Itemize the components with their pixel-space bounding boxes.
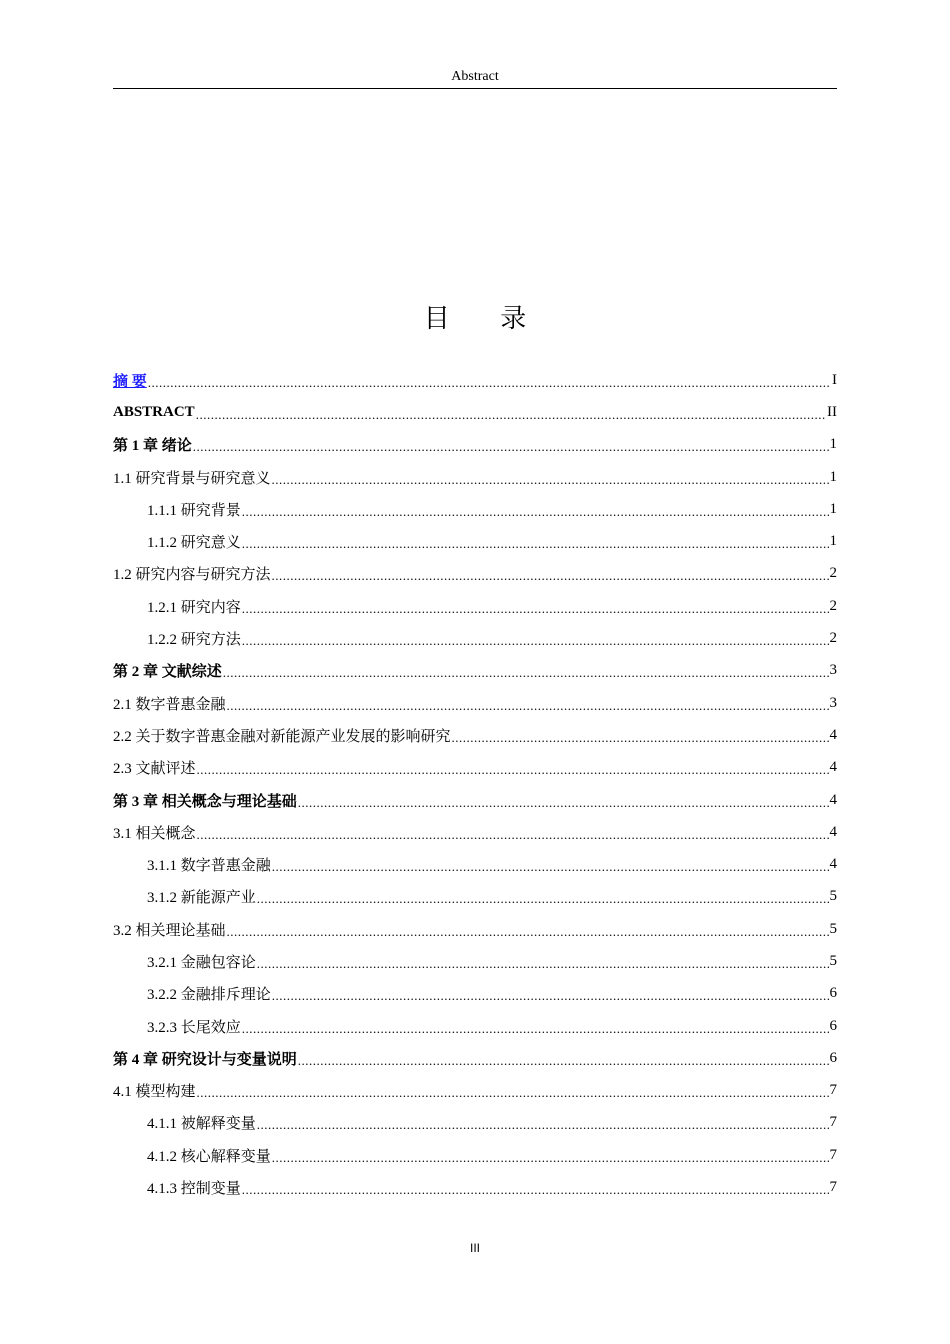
toc-entry-page: 1 — [829, 533, 837, 550]
toc-entry[interactable] — [113, 429, 837, 461]
dot-leader — [272, 988, 829, 1003]
dot-leader — [197, 827, 829, 842]
toc-entry-label: 4.1.3 控制变量 — [147, 1181, 241, 1198]
toc-entry-label: 3.2.1 金融包容论 — [147, 954, 256, 971]
toc-entry-label: 1.2.1 研究内容 — [147, 599, 241, 616]
dot-leader — [242, 633, 829, 648]
dot-leader — [242, 1021, 829, 1036]
toc-entry[interactable] — [113, 1075, 837, 1107]
toc-entry[interactable] — [113, 752, 837, 784]
dot-leader — [257, 891, 829, 906]
toc-entry-page: 1 — [829, 468, 837, 485]
toc-entry-label: 1.1.2 研究意义 — [147, 535, 241, 552]
toc-entry-label: 3.1 相关概念 — [113, 825, 196, 842]
toc-entry-label: 1.2.2 研究方法 — [147, 632, 241, 649]
toc-entry-label: 4.1.1 被解释变量 — [147, 1116, 256, 1133]
toc-entry-page: 3 — [829, 662, 837, 679]
dot-leader — [298, 1053, 829, 1068]
toc-entry-label: 第 1 章 绪论 — [113, 438, 192, 455]
toc-entry-label: 2.1 数字普惠金融 — [113, 696, 226, 713]
dot-leader — [257, 1117, 829, 1132]
page-number: III — [469, 1241, 480, 1255]
dot-leader — [242, 1182, 829, 1197]
dot-leader — [257, 956, 829, 971]
toc-entry-page: 2 — [829, 565, 837, 582]
dot-leader — [242, 601, 829, 616]
toc-entry-label: 3.1.2 新能源产业 — [147, 890, 256, 907]
toc-entry-page: 6 — [829, 985, 837, 1002]
toc-entry-page: 4 — [829, 856, 837, 873]
dot-leader — [452, 730, 829, 745]
toc-entry[interactable] — [113, 816, 837, 848]
dot-leader — [242, 504, 829, 519]
dot-leader — [227, 698, 829, 713]
dot-leader — [148, 375, 831, 390]
toc-entry-page: 5 — [829, 888, 837, 905]
dot-leader — [223, 665, 829, 680]
toc-entry[interactable] — [113, 881, 837, 913]
toc-title: 目 录 — [423, 304, 549, 333]
running-header: Abstract — [451, 69, 499, 84]
toc-entry-page: 6 — [829, 1049, 837, 1066]
toc-entry-page: 4 — [829, 823, 837, 840]
toc-entry[interactable] — [113, 687, 837, 719]
toc-entry[interactable] — [113, 945, 837, 977]
toc-entry-page: 1 — [829, 436, 837, 453]
dot-leader — [242, 536, 829, 551]
toc-entry-page: 3 — [829, 694, 837, 711]
toc-entry-page: 7 — [829, 1114, 837, 1131]
toc-entry-label: ABSTRACT — [113, 403, 195, 420]
dot-leader — [272, 568, 829, 583]
toc-entry[interactable] — [113, 978, 837, 1010]
toc-entry[interactable] — [113, 558, 837, 590]
toc-entry[interactable] — [113, 461, 837, 493]
toc-entry[interactable] — [113, 364, 837, 396]
toc-entry-page: 4 — [829, 759, 837, 776]
toc-entry-page: I — [832, 371, 837, 388]
dot-leader — [272, 472, 829, 487]
dot-leader — [193, 439, 829, 454]
toc-entry[interactable] — [113, 913, 837, 945]
toc-entry[interactable] — [113, 1042, 837, 1074]
toc-entry-label: 第 4 章 研究设计与变量说明 — [113, 1051, 297, 1068]
toc-entry-page: 4 — [829, 726, 837, 743]
toc-entry-label: 3.2.2 金融排斥理论 — [147, 987, 271, 1004]
toc-entry-page: 4 — [829, 791, 837, 808]
toc-entry-label: 4.1 模型构建 — [113, 1084, 196, 1101]
toc-entry-page: 7 — [829, 1179, 837, 1196]
toc-entry-label: 2.2 关于数字普惠金融对新能源产业发展的影响研究 — [113, 728, 451, 745]
toc-entry[interactable] — [113, 784, 837, 816]
toc-entry[interactable] — [113, 525, 837, 557]
dot-leader — [197, 762, 829, 777]
toc-entry-link[interactable]: 摘 要 — [113, 373, 147, 390]
toc-entry-label: 1.2 研究内容与研究方法 — [113, 567, 271, 584]
toc-entry[interactable] — [113, 1171, 837, 1203]
toc-entry-page: 2 — [829, 597, 837, 614]
dot-leader — [272, 859, 829, 874]
toc-entry-page: II — [827, 403, 837, 420]
toc-entry-label: 第 3 章 相关概念与理论基础 — [113, 793, 297, 810]
toc-entry-page: 5 — [829, 952, 837, 969]
dot-leader — [272, 1150, 829, 1165]
toc-entry-label: 3.2.3 长尾效应 — [147, 1019, 241, 1036]
toc-entry[interactable] — [113, 1010, 837, 1042]
toc-entry-label: 3.2 相关理论基础 — [113, 922, 226, 939]
toc-entry[interactable] — [113, 622, 837, 654]
toc-entry[interactable] — [113, 396, 837, 428]
toc-entry[interactable] — [113, 848, 837, 880]
toc-entry[interactable] — [113, 493, 837, 525]
toc-entry-label: 第 2 章 文献综述 — [113, 664, 222, 681]
table-of-contents — [113, 364, 837, 1204]
dot-leader — [196, 407, 826, 422]
toc-entry[interactable] — [113, 719, 837, 751]
toc-entry-page: 7 — [829, 1082, 837, 1099]
toc-entry[interactable] — [113, 655, 837, 687]
header-rule — [113, 88, 837, 89]
dot-leader — [227, 924, 829, 939]
toc-entry-page: 1 — [829, 500, 837, 517]
toc-entry-label: 2.3 文献评述 — [113, 761, 196, 778]
toc-entry[interactable] — [113, 1139, 837, 1171]
toc-entry[interactable] — [113, 1107, 837, 1139]
toc-entry-label: 3.1.1 数字普惠金融 — [147, 858, 271, 875]
toc-entry-page: 5 — [829, 920, 837, 937]
dot-leader — [197, 1085, 829, 1100]
toc-entry-label: 1.1 研究背景与研究意义 — [113, 470, 271, 487]
toc-entry-page: 6 — [829, 1017, 837, 1034]
dot-leader — [298, 795, 829, 810]
toc-entry-label: 1.1.1 研究背景 — [147, 502, 241, 519]
toc-entry-page: 2 — [829, 630, 837, 647]
toc-entry-label: 4.1.2 核心解释变量 — [147, 1148, 271, 1165]
toc-entry-page: 7 — [829, 1146, 837, 1163]
toc-entry[interactable] — [113, 590, 837, 622]
